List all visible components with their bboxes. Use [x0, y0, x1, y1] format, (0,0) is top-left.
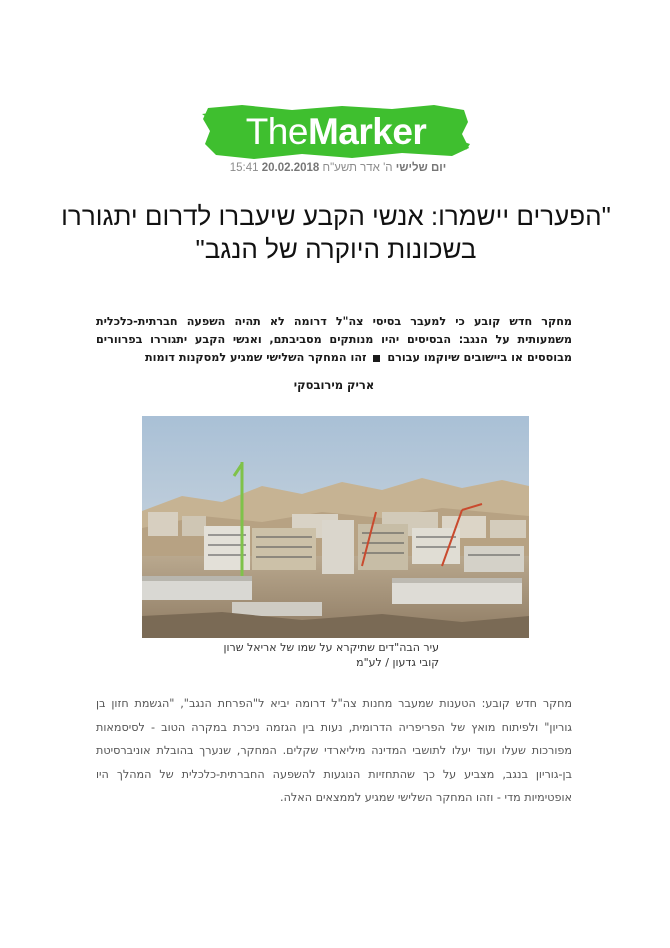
dateline-hebrew-date: ה' אדר תשע"ח: [322, 162, 393, 174]
dateline: [180, 162, 496, 174]
subhead-text-main: מחקר חדש קובע כי למעבר בסיסי צה"ל דרומה לא תהיה השפעה חברתית-כלכלית משמעותית על הנגב: הבסיסים יהיו מנותקים מסביבתם, ואנשי הקבע יתגוררו בפרוורים מבוססים או ביישובים שיוקמו עבורם: [96, 315, 572, 364]
article-photo: [142, 416, 529, 638]
logo-marker: Marker: [307, 111, 427, 152]
logo-the: The: [245, 111, 308, 152]
article-subhead: [96, 313, 572, 367]
logo-wordmark: [202, 110, 470, 154]
dateline-date: 20.02.2018: [261, 162, 320, 174]
dateline-time: 15:41: [229, 162, 259, 174]
photo-caption-text: עיר הבה"דים שתיקרא על שמו של אריאל שרון: [223, 641, 439, 654]
photo-caption: [142, 640, 529, 670]
photo-credit: קובי גדעון / לע"מ: [356, 656, 439, 669]
article-body: מחקר חדש קובע: הטענות שמעבר מחנות צה"ל דרומה יביא ל"הפרחת הנגב", "הגשמת חזון בן גוריון" ולפיתוח מואץ של הפריפריה הדרומית, נעות בין הגזמה ניכרת במקרה הטוב - לסיסמאות מפורכות שעלו ועוד יעלו לתושבי המדינה מיליארדי שקלים. המחקר, שנערך בהובלת אוניברסיטת בן-גוריון בנגב, מצביע על כך שהתחזיות הנוגעות להשפעה החברתית-כלכלית של המהלך היו אופטימיות מדי - וזהו המחקר השלישי שמגיע לממצאים האלה.: [96, 697, 572, 804]
square-bullet-icon: [373, 355, 380, 362]
article-author: אריק מירובסקי: [293, 378, 375, 392]
construction-site-photo: [142, 416, 529, 638]
themarker-logo[interactable]: [202, 104, 470, 160]
article-headline: "הפערים יישמרו: אנשי הקבע שיעברו לדרום יתגוררו בשכונות היוקרה של הנגב": [61, 201, 611, 264]
subhead-text-secondary: זהו המחקר השלישי שמגיע למסקנות דומות: [144, 351, 367, 364]
dateline-day: יום שלישי: [395, 162, 447, 174]
